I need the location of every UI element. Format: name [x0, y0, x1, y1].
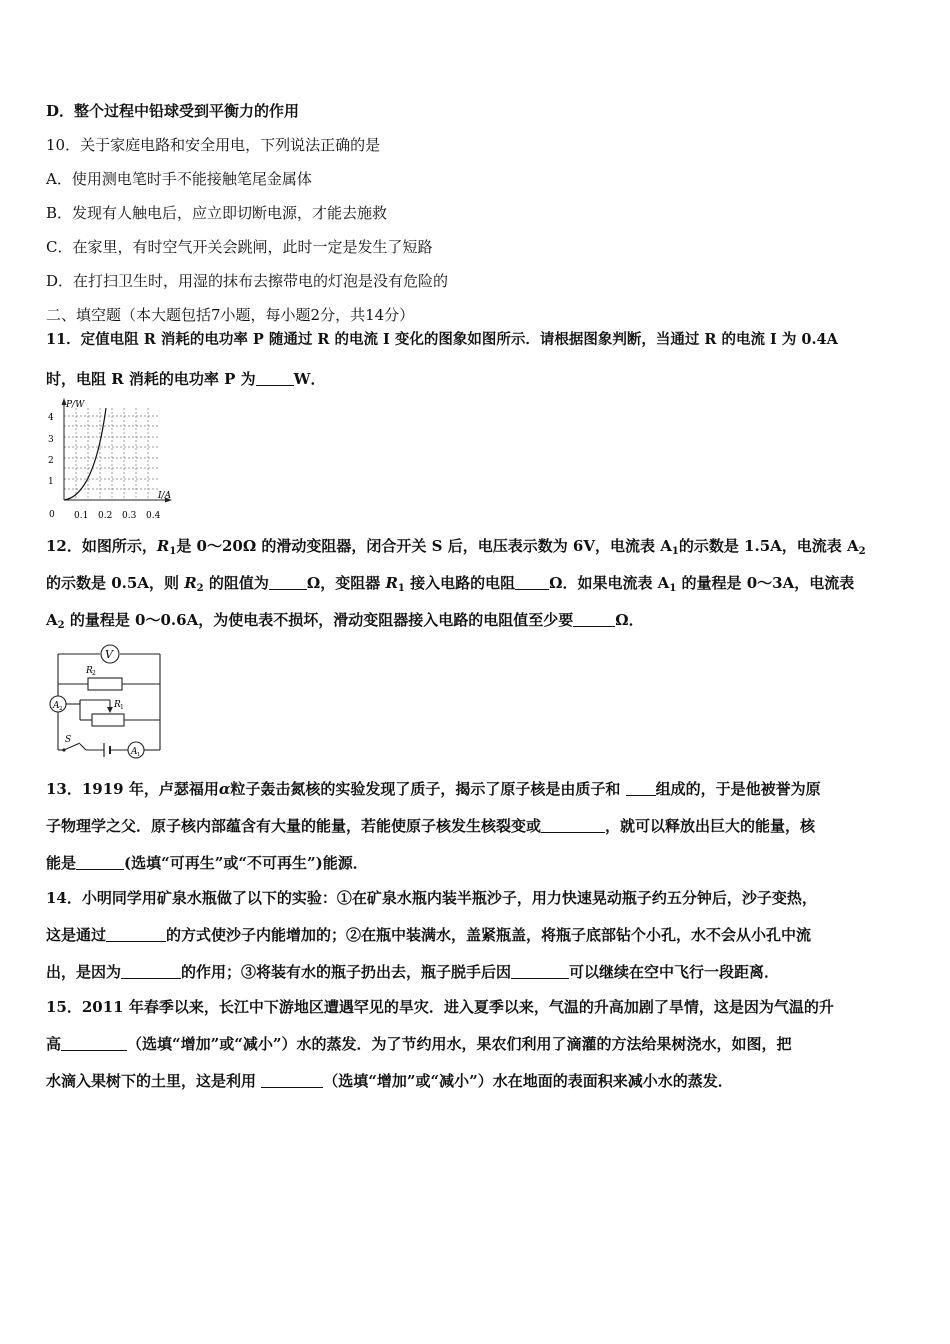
q13-line3 — [46, 853, 368, 873]
q12-text: 的量程是 0～3A，电流表 — [676, 574, 855, 592]
resistor-r2 — [88, 678, 122, 690]
graph-xtick-3: 0.3 — [122, 511, 137, 521]
q14-line1: 14．小明同学用矿泉水瓶做了以下的实验：①在矿泉水瓶内装半瓶沙子，用力快速晃动瓶子约五分钟后，沙子变热， — [46, 889, 817, 907]
q13-text: 粒子轰击氮核的实验发现了质子，揭示了原子核是由质子和 — [230, 780, 626, 798]
graph-origin: 0 — [49, 510, 55, 520]
q12-blank-1[interactable] — [269, 575, 307, 590]
q14-blank-2[interactable] — [121, 964, 181, 979]
r2-symbol: R — [184, 574, 197, 592]
circuit-diagram — [40, 644, 168, 762]
r1-sub: 1 — [397, 583, 405, 594]
q15-line2 — [46, 1034, 792, 1054]
graph-xtick-1: 0.1 — [74, 511, 89, 521]
q12-line2 — [46, 573, 854, 599]
graph-x-label: I/A — [158, 491, 172, 501]
graph-ytick-1: 1 — [48, 477, 54, 487]
q10-option-c: C．在家里，有时空气开关会跳闸，此时一定是发生了短路 — [46, 238, 433, 256]
r1-symbol: R — [156, 537, 170, 555]
q12-text: 接入电路的电阻 — [404, 574, 516, 592]
q12-text: 12．如图所示， — [46, 537, 157, 555]
q14-line3 — [46, 962, 779, 982]
q13-text: 子物理学之父．原子核内部蕴含有大量的能量，若能使原子核发生核裂变或 — [46, 817, 542, 835]
q13-blank-1[interactable] — [626, 781, 656, 796]
q10-option-d: D．在打扫卫生时，用湿的抹布去擦带电的灯泡是没有危险的 — [46, 272, 449, 290]
q14-line2 — [46, 925, 811, 945]
q14-blank-1[interactable] — [106, 927, 166, 942]
q13-text: ，就可以释放出巨大的能量，核 — [605, 817, 816, 835]
q14-text: 可以继续在空中飞行一段距离． — [569, 963, 780, 981]
q15-line3 — [46, 1071, 733, 1091]
slider-arrow — [107, 707, 113, 713]
ammeter-a1-label: A — [131, 747, 138, 757]
graph-ytick-2: 2 — [48, 456, 54, 466]
graph-ytick-3: 3 — [48, 435, 54, 445]
r2-label-sub: 2 — [92, 670, 96, 677]
q12-blank-2[interactable] — [515, 575, 549, 590]
q9-option-d: D．整个过程中铅球受到平衡力的作用 — [46, 102, 300, 120]
q12-blank-3[interactable] — [573, 612, 615, 627]
graph-xtick-2: 0.2 — [98, 511, 113, 521]
q13-blank-3[interactable] — [76, 855, 124, 870]
q12-line3 — [46, 610, 644, 636]
a2-sub: 2 — [858, 546, 866, 557]
q13-text: 13．1919 年，卢瑟福用 — [46, 780, 219, 798]
r1-label-sub: 1 — [120, 704, 124, 711]
q12-text: 的量程是 0～0.6A，为使电表不损坏，滑动变阻器接入电路的电阻值至少要 — [64, 611, 574, 629]
r1-label: R — [114, 700, 121, 710]
q14-text: 出，是因为 — [46, 963, 122, 981]
q15-text: （选填“增加”或“减小”）水在地面的表面积来减小水的蒸发． — [323, 1072, 733, 1090]
q12-text: 是 0～20Ω 的滑动变阻器，闭合开关 S 后，电压表示数为 6V，电流表 A — [176, 537, 672, 555]
q15-line1: 15．2011 年春季以来，长江中下游地区遭遇罕见的旱灾．进入夏季以来，气温的升高加剧了旱情，这是因为气温的升 — [46, 998, 834, 1016]
r1-sub: 1 — [169, 546, 177, 557]
q13-line1 — [46, 779, 821, 799]
q10-stem: 10．关于家庭电路和安全用电，下列说法正确的是 — [46, 136, 381, 154]
q12-text: 的示数是 1.5A，电流表 A — [678, 537, 859, 555]
graph-y-label: P/W — [66, 400, 85, 410]
graph-ytick-4: 4 — [48, 413, 54, 423]
q14-text: 这是通过 — [46, 926, 107, 944]
graph-grid — [64, 408, 158, 500]
q15-text: 高 — [46, 1035, 62, 1053]
q11-line1: 11．定值电阻 R 消耗的电功率 P 随通过 R 的电流 I 变化的图象如图所示．请根据图象判断，当通过 R 的电流 I 为 0.4A — [46, 331, 838, 348]
q11-blank[interactable] — [256, 371, 294, 386]
switch-label: S — [65, 735, 72, 745]
section-heading: 二、填空题（本大题包括7小题，每小题2分，共14分） — [46, 306, 415, 324]
q13-text: 组成的，于是他被誉为原 — [655, 780, 821, 798]
q14-text: 的方式使沙子内能增加的；②在瓶中装满水，盖紧瓶盖，将瓶子底部钻个小孔，水不会从小孔中流 — [166, 926, 812, 944]
q12-text: 的示数是 0.5A，则 — [46, 574, 185, 592]
q10-option-b: B．发现有人触电后，应立即切断电源，才能去施救 — [46, 204, 388, 222]
alpha-symbol: α — [218, 780, 231, 798]
q14-blank-3[interactable] — [511, 964, 569, 979]
a1-sub: 1 — [669, 583, 677, 594]
q15-blank-2[interactable] — [261, 1073, 323, 1088]
power-current-graph — [40, 396, 180, 522]
q12-text: Ω． — [615, 611, 644, 629]
q12-text: Ω，变阻器 — [306, 574, 386, 592]
q10-option-a: A．使用测电笔时手不能接触笔尾金属体 — [46, 170, 312, 188]
ammeter-a1-label-sub: 1 — [137, 752, 141, 758]
q11-line2-text: 时，电阻 R 消耗的电功率 P 为 — [46, 370, 256, 388]
q12-text: 的阻值为 — [203, 574, 269, 592]
q13-blank-2[interactable] — [541, 818, 605, 833]
q12-text: Ω．如果电流表 A — [549, 574, 670, 592]
q15-text: 水滴入果树下的土里，这是利用 — [46, 1072, 262, 1090]
ammeter-a2-label: A — [53, 701, 60, 711]
r2-sub: 2 — [196, 583, 204, 594]
graph-xtick-4: 0.4 — [146, 511, 161, 521]
r2-label: R — [86, 666, 93, 676]
ammeter-a2-label-sub: 2 — [59, 706, 63, 712]
q13-line2 — [46, 816, 815, 836]
r1-symbol: R — [385, 574, 398, 592]
q11-line2 — [46, 369, 326, 389]
a1-sub: 1 — [671, 546, 679, 557]
a2-sub: 2 — [57, 620, 65, 631]
switch-pivot — [62, 748, 65, 751]
voltmeter-label: V — [105, 648, 113, 661]
q13-text: 能是 — [46, 854, 77, 872]
q15-blank-1[interactable] — [61, 1036, 127, 1051]
q13-text: (选填“可再生”或“不可再生”)能源． — [124, 854, 368, 872]
resistor-r1 — [92, 714, 124, 726]
q12-line1 — [46, 536, 866, 562]
q15-text: （选填“增加”或“减小”）水的蒸发．为了节约用水，果农们利用了滴灌的方法给果树浇水，如图，把 — [127, 1035, 792, 1053]
q12-text: A — [46, 611, 58, 629]
q11-line2-unit: W． — [293, 370, 326, 388]
q14-text: 的作用；③将装有水的瓶子扔出去，瓶子脱手后因 — [181, 963, 512, 981]
